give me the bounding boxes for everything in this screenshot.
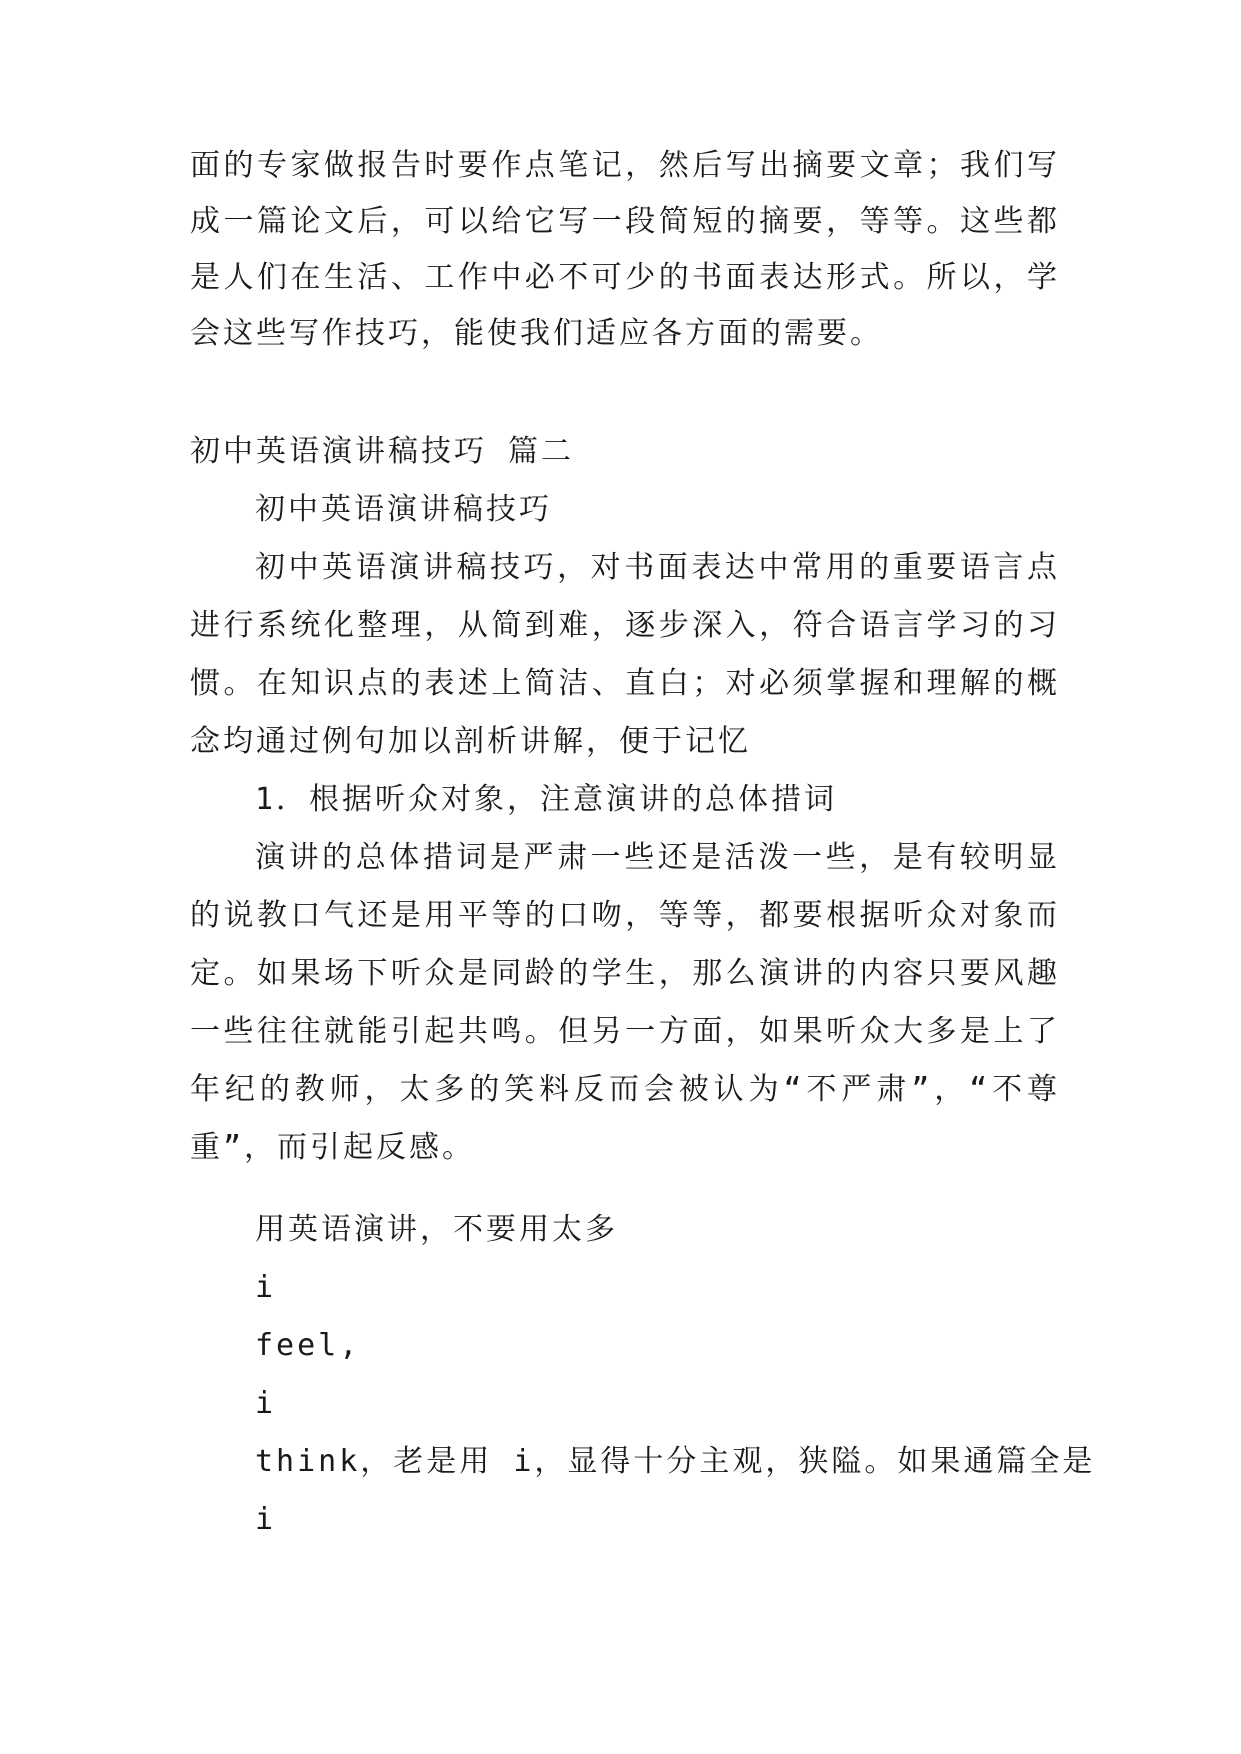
paragraph2-line-4: 念均通过例句加以剖析讲解，便于记忆 <box>190 724 751 759</box>
paragraph4-line-5: think，老是用 i，显得十分主观，狭隘。如果通篇全是 <box>255 1444 1096 1479</box>
paragraph2-line-2: 进行系统化整理，从简到难，逐步深入，符合语言学习的习 <box>190 608 1060 643</box>
paragraph3-line-5: 年纪的教师，太多的笑料反而会被认为“不严肃”，“不尊 <box>190 1072 1060 1107</box>
subtitle: 初中英语演讲稿技巧 <box>255 492 552 527</box>
paragraph4-line-4: i <box>255 1386 277 1421</box>
paragraph4-line-6: i <box>255 1502 277 1537</box>
paragraph1-line-3: 是人们在生活、工作中必不可少的书面表达形式。所以，学 <box>190 260 1060 295</box>
paragraph4-line-1: 用英语演讲，不要用太多 <box>255 1212 618 1247</box>
paragraph1-line-1: 面的专家做报告时要作点笔记，然后写出摘要文章；我们写 <box>190 148 1060 183</box>
section-heading: 初中英语演讲稿技巧 篇二 <box>190 434 575 469</box>
paragraph4-line-2: i <box>255 1270 277 1305</box>
paragraph3-line-4: 一些往往就能引起共鸣。但另一方面，如果听众大多是上了 <box>190 1014 1060 1049</box>
paragraph3-line-2: 的说教口气还是用平等的口吻，等等，都要根据听众对象而 <box>190 898 1060 933</box>
paragraph3-line-1: 演讲的总体措词是严肃一些还是活泼一些，是有较明显 <box>255 840 1060 875</box>
paragraph1-line-4: 会这些写作技巧，能使我们适应各方面的需要。 <box>190 316 883 351</box>
paragraph2-line-1: 初中英语演讲稿技巧，对书面表达中常用的重要语言点 <box>255 550 1060 585</box>
paragraph3-line-3: 定。如果场下听众是同龄的学生，那么演讲的内容只要风趣 <box>190 956 1060 991</box>
paragraph3-line-6: 重”，而引起反感。 <box>190 1130 476 1165</box>
item1-heading: 1．根据听众对象，注意演讲的总体措词 <box>255 782 838 817</box>
paragraph4-line-3: feel, <box>255 1328 361 1363</box>
paragraph2-line-3: 惯。在知识点的表述上简洁、直白；对必须掌握和理解的概 <box>190 666 1060 701</box>
paragraph1-line-2: 成一篇论文后，可以给它写一段简短的摘要，等等。这些都 <box>190 204 1060 239</box>
